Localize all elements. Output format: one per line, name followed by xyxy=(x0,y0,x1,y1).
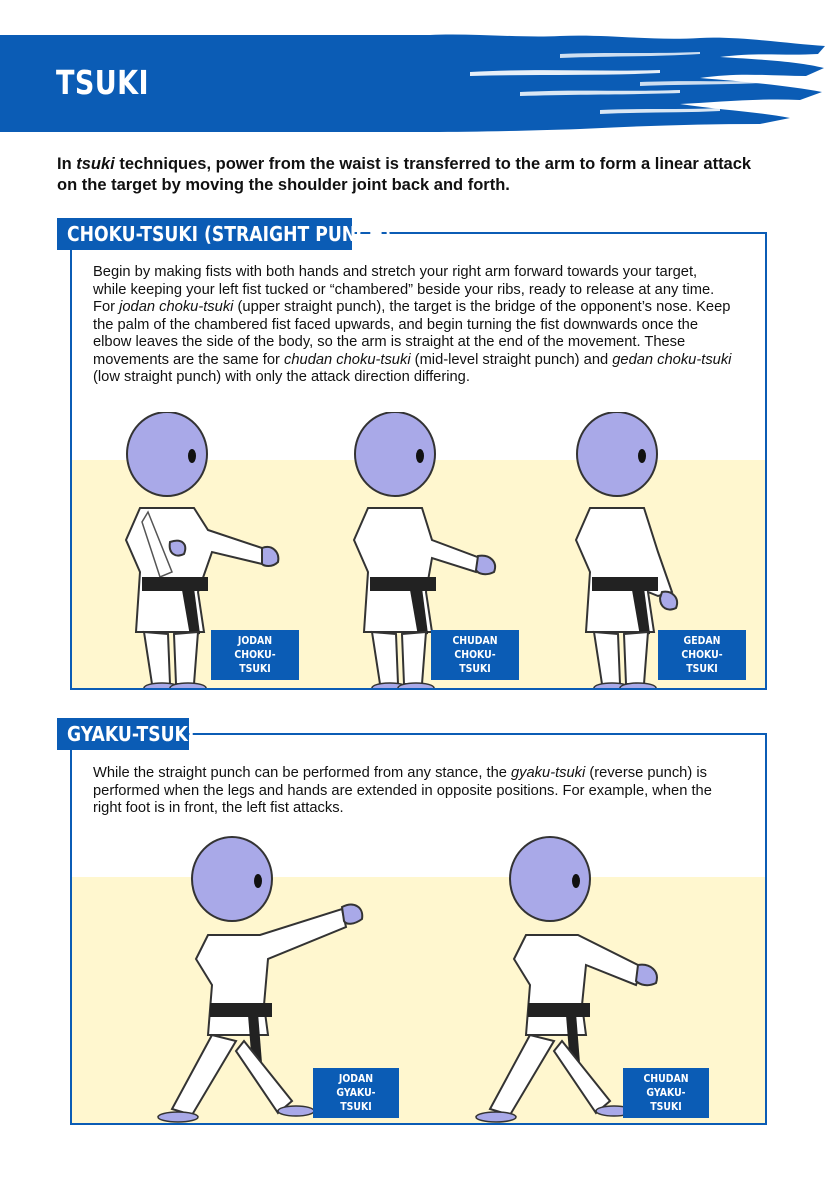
choku-tsuki-body xyxy=(93,264,733,387)
body-segment: (low straight punch) with only the attack direction differing. xyxy=(93,369,470,385)
label-line: GYAKU-TSUKI xyxy=(336,1086,376,1113)
body-term: chudan choku-tsuki xyxy=(284,351,411,368)
label-line: JODAN xyxy=(338,1072,374,1085)
body-term: gedan choku-tsuki xyxy=(612,351,732,368)
label-line: GYAKU-TSUKI xyxy=(646,1086,686,1113)
body-segment: Begin by making fists with both hands and stretch your right arm forward towards your target, while keeping your left fist tucked or “chambered” beside your ribs, ready to release at any time. For xyxy=(93,264,715,315)
label-line: CHOKU-TSUKI xyxy=(454,648,496,675)
section-heading-choku-tsuki: CHOKU-TSUKI (STRAIGHT PUNCH) xyxy=(57,218,352,250)
label-line: CHUDAN xyxy=(643,1072,689,1085)
label-line: CHOKU-TSUKI xyxy=(681,648,723,675)
label-line: CHUDAN xyxy=(452,634,498,647)
body-segment: (reverse punch) is performed when the legs and hands are extended in opposite positions. For example, when the right foot is in front, the left fist attacks. xyxy=(93,765,712,816)
technique-label-chudan-gyaku xyxy=(623,1068,709,1118)
body-segment: (mid-level straight punch) and xyxy=(410,351,613,368)
intro-text: techniques, power from the waist is transferred to the arm to form a linear attack on the target by moving the shoulder joint back and forth. xyxy=(57,155,752,194)
body-segment: While the straight punch can be performed from any stance, the xyxy=(93,765,511,781)
label-line: CHOKU-TSUKI xyxy=(234,648,276,675)
page-title: TSUKI xyxy=(56,63,150,102)
section-heading-gyaku-tsuki: GYAKU-TSUKI xyxy=(57,718,189,750)
technique-label-gedan-choku xyxy=(658,630,746,680)
intro-paragraph xyxy=(57,154,757,196)
body-term: gyaku-tsuki xyxy=(511,765,586,781)
label-line: GEDAN xyxy=(683,634,721,647)
gyaku-tsuki-body xyxy=(93,765,733,818)
body-segment: (upper straight punch), the target is the bridge of the opponent’s nose. Keep the palm of the chambered fist faced upwards, and begin turning the fist downwards once the elbow leaves the side of the body, so the arm is straight at the end of the movement. These movements are the same for xyxy=(93,299,731,368)
gyaku-tsuki-panel xyxy=(70,733,767,1125)
body-term: jodan choku-tsuki xyxy=(119,299,234,315)
choku-tsuki-panel xyxy=(70,232,767,690)
technique-label-jodan-choku xyxy=(211,630,299,680)
label-line: JODAN xyxy=(237,634,273,647)
technique-label-jodan-gyaku xyxy=(313,1068,399,1118)
intro-term: tsuki xyxy=(76,155,115,173)
intro-prefix: In xyxy=(57,155,77,173)
technique-label-chudan-choku xyxy=(431,630,519,680)
